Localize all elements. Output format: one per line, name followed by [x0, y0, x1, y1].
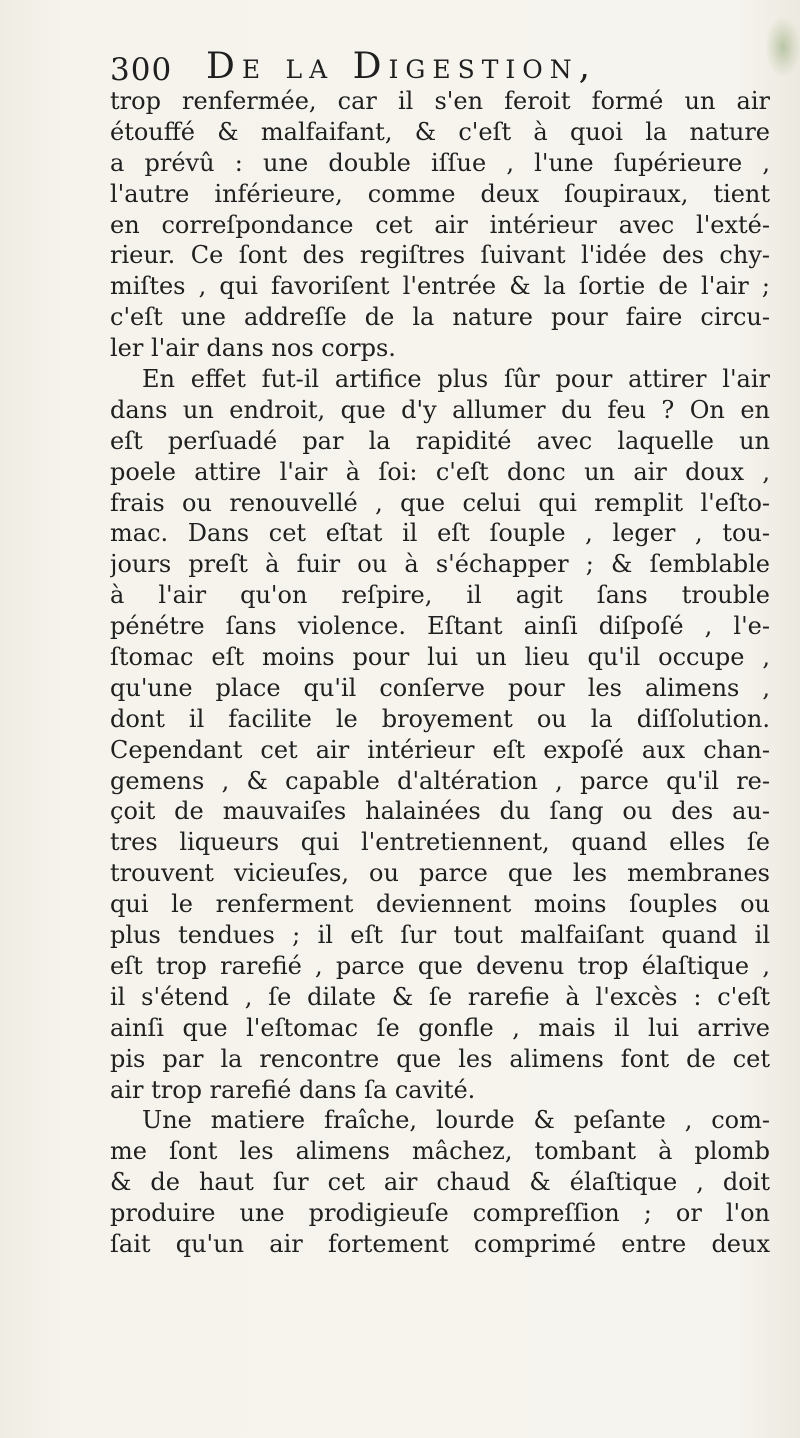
text-line: poele attire l'air à ſoi: c'eſt donc un air doux ,: [110, 457, 770, 486]
text-line: gemens , & capable d'altération , parce qu'il re-: [110, 766, 770, 795]
text-line: eſt trop rarefié , parce que devenu trop élaſtique ,: [110, 951, 770, 980]
text-line: c'eſt une addreſſe de la nature pour faire circu-: [110, 303, 770, 332]
text-line: étouffé & malfaifant, & c'eſt à quoi la nature: [110, 117, 770, 146]
text-line: trouvent vicieuſes, ou parce que les membranes: [110, 859, 770, 888]
text-line: çoit de mauvaiſes halainées du ſang ou des au-: [110, 797, 770, 826]
text-line: plus tendues ; il eſt ſur tout malfaiſant quand il: [110, 921, 770, 950]
text-line: l'autre inférieure, comme deux ſoupiraux, tient: [110, 179, 770, 208]
text-line: qui le renferment deviennent moins ſouples ou: [110, 890, 770, 919]
text-line: a prévû : une double iſſue , l'une ſupérieure ,: [110, 148, 770, 177]
text-line: ſtomac eſt moins pour lui un lieu qu'il occupe ,: [110, 643, 770, 672]
text-line: jours preſt à fuir ou à s'échapper ; & ſemblable: [110, 550, 770, 579]
text-line: eſt perſuadé par la rapidité avec laquelle un: [110, 426, 770, 455]
text-line: produire une prodigieuſe compreſſion ; or l'on: [110, 1199, 770, 1228]
text-line: Cependant cet air intérieur eſt expoſé aux chan-: [110, 735, 770, 764]
text-line: Une matiere fraîche, lourde & peſante , com-: [142, 1106, 770, 1135]
text-line: & de haut ſur cet air chaud & élaſtique , doit: [110, 1168, 770, 1197]
text-line: trop renfermée, car il s'en feroit formé un air: [110, 87, 770, 115]
text-line: ſait qu'un air fortement comprimé entre deux: [110, 1229, 770, 1258]
text-line: ler l'air dans nos corps.: [110, 334, 396, 363]
page-stain: [766, 18, 800, 76]
text-line: dans un endroit, que d'y allumer du feu ? On en: [110, 395, 770, 424]
page-number: 300: [110, 52, 173, 88]
text-line: tres liqueurs qui l'entretiennent, quand elles ſe: [110, 828, 770, 857]
running-head: De la Digestion,: [206, 46, 598, 87]
text-line: air trop rarefié dans ſa cavité.: [110, 1075, 476, 1104]
text-line: pénétre ſans violence. Eſtant ainſi diſpoſé , l'e-: [110, 612, 770, 641]
text-line: qu'une place qu'il conſerve pour les alimens ,: [110, 673, 770, 702]
text-line: mac. Dans cet eſtat il eſt ſouple , leger , tou-: [110, 519, 770, 548]
text-line: dont il facilite le broyement ou la diſſolution.: [110, 704, 770, 733]
text-line: en correſpondance cet air intérieur avec l'exté-: [110, 210, 770, 239]
text-line: rieur. Ce ſont des regiſtres ſuivant l'idée des chy-: [110, 241, 770, 270]
text-line: miſtes , qui favoriſent l'entrée & la ſortie de l'air ;: [110, 272, 770, 301]
text-line: frais ou renouvellé , que celui qui remplit l'eſto-: [110, 488, 770, 517]
text-line: à l'air qu'on reſpire, il agit ſans trouble: [110, 581, 770, 610]
body-text: [110, 86, 770, 1260]
text-line: ainſi que l'eſtomac ſe gonfle , mais il lui arrive: [110, 1013, 770, 1042]
text-line: il s'étend , ſe dilate & ſe rarefie à l'excès : c'eſt: [110, 982, 770, 1011]
text-line: En effet fut-il artifice plus ſûr pour attirer l'air: [142, 365, 770, 394]
text-line: me ſont les alimens mâchez, tombant à plomb: [110, 1137, 770, 1166]
text-line: pis par la rencontre que les alimens font de cet: [110, 1044, 770, 1073]
